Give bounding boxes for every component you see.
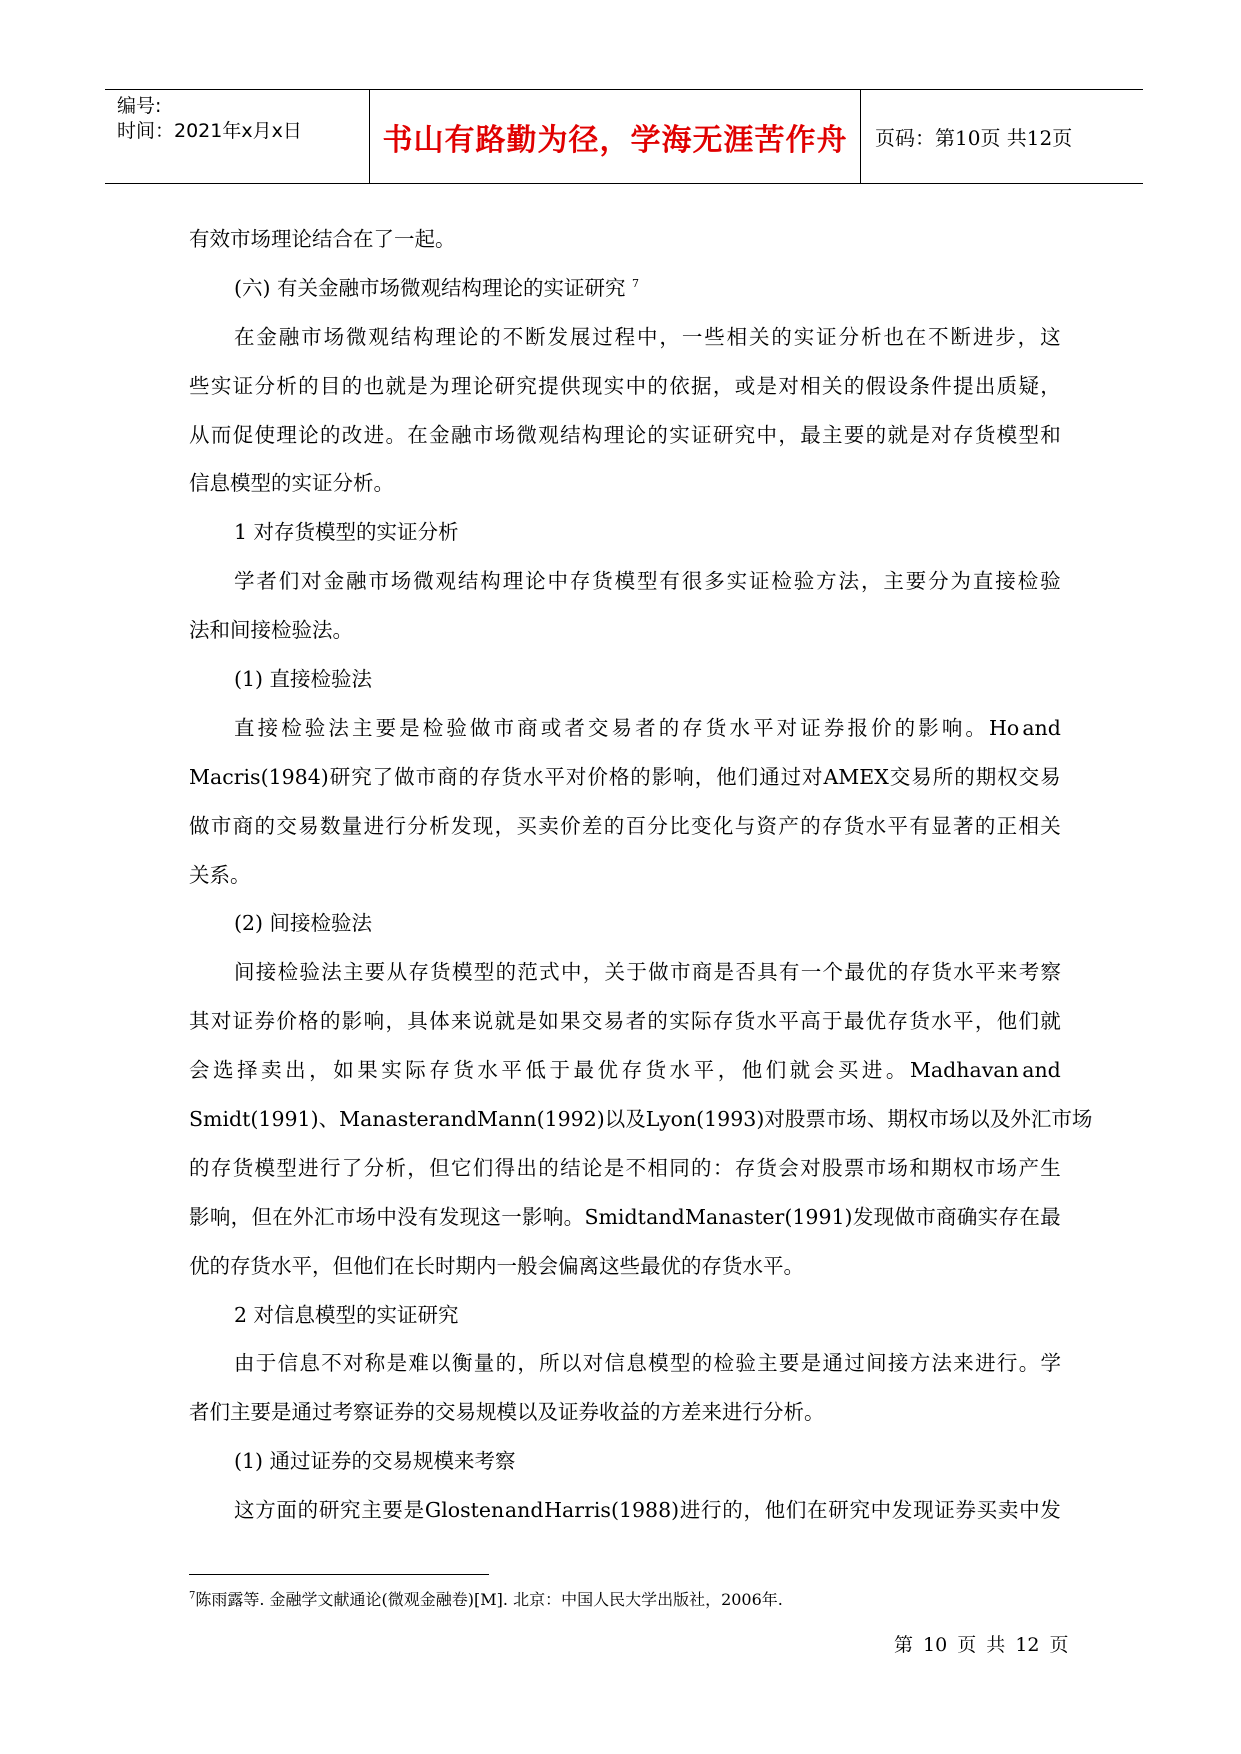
paragraph-line: 直 接 检 验 法 主 要 是 检 验 做 市 商 或 者 交 易 者 的 存 货 水 平 对 证 券 报 价 的 影 响 。 Ho and [234,715,1061,740]
header-motto: 书山有路勤为径，学海无涯苦作舟 [370,90,861,183]
footnote-mark: 7 [189,1590,196,1602]
paragraph-line: 会 选 择 卖 出 ， 如 果 实 际 存 货 水 平 低 于 最 优 存 货 水 平 ， 他 们 就 会 买 进 。 Madhavan and [189,1058,1061,1083]
paragraph-line: 在 金 融 市 场 微 观 结 构 理 论 的 不 断 发 展 过 程 中 ， 一 些 相 关 的 实 证 分 析 也 在 不 断 进 步 ， 这 [234,324,1061,349]
paragraph-line: 的 存 货 模 型 进 行 了 分 析 ， 但 它 们 得 出 的 结 论 是 不 相 同 的 ： 存 货 会 对 股 票 市 场 和 期 权 市 场 产 生 [189,1155,1061,1180]
footnote-ref: 7 [632,277,640,291]
paragraph-line: 关系。 [189,862,251,887]
footnote [189,1587,783,1610]
subsection-heading: 2 对信息模型的实证研究 [234,1302,459,1327]
paragraph-line: 些 实 证 分 析 的 目 的 也 就 是 为 理 论 研 究 提 供 现 实 中 的 依 据 ， 或 是 对 相 关 的 假 设 条 件 提 出 质 疑 ， [189,373,1061,398]
paragraph-line: 有效市场理论结合在了一起。 [189,227,456,251]
paragraph-line: 法和间接检验法。 [189,618,353,643]
paragraph-line: 其 对 证 券 价 格 的 影 响 ， 具 体 来 说 就 是 如 果 交 易 者 的 实 际 存 货 水 平 高 于 最 优 存 货 水 平 ， 他 们 就 [189,1009,1061,1034]
footnote-text: 陈雨露等. 金融学文献通论(微观金融卷)[M]. 北京：中国人民大学出版社，2006年. [195,1590,783,1609]
document-body [189,215,1093,1535]
paragraph-line: 做 市 商 的 交 易 数 量 进 行 分 析 发 现 ， 买 卖 价 差 的 百 分 比 变 化 与 资 产 的 存 货 水 平 有 显 著 的 正 相 关 [189,813,1061,838]
paragraph-line: 优的存货水平，但他们在长时期内一般会偏离这些最优的存货水平。 [189,1253,804,1278]
header-page-info: 页码：第10页 共12页 [875,126,1073,150]
subsection-heading: (1) 通过证券的交易规模来考察 [234,1449,516,1474]
section-heading: (六) 有关金融市场微观结构理论的实证研究 $^7$ [234,275,640,300]
paragraph-line: Smidt(1991) 、 Manaster and Mann(1992) 以 及 Lyon(1993) 对 股 票 市 场 、 期 权 市 场 以 及 外 汇 市 场 [189,1107,1093,1132]
paragraph-line: 这 方 面 的 研 究 主 要 是 Glosten and Harris(1988) 进 行 的 ， 他 们 在 研 究 中 发 现 证 券 买 卖 中 发 [234,1498,1061,1523]
subsection-heading: (2) 间接检验法 [234,911,373,936]
paragraph-line: Macris(1984) 研 究 了 做 市 商 的 存 货 水 平 对 价 格 的 影 响 ， 他 们 通 过 对 AMEX 交 易 所 的 期 权 交 易 [189,764,1061,789]
time-label: 时间：2021年x月x日 [117,120,302,142]
paragraph-line: 从 而 促 使 理 论 的 改 进 。 在 金 融 市 场 微 观 结 构 理 论 的 实 证 研 究 中 ， 最 主 要 的 就 是 对 存 货 模 型 和 [189,422,1061,447]
footnote-divider [189,1574,489,1575]
paragraph-line: 影 响 ， 但 在 外 汇 市 场 中 没 有 发 现 这 一 影 响 。 Smidt and Manaster(1991) 发 现 做 市 商 确 实 存 在 最 [189,1204,1061,1229]
paragraph-line: 由 于 信 息 不 对 称 是 难 以 衡 量 的 ， 所 以 对 信 息 模 型 的 检 验 主 要 是 通 过 间 接 方 法 来 进 行 。 学 [234,1351,1061,1376]
page-number: 第 10 页 共 12 页 [894,1634,1069,1656]
number-label: 编号: [117,95,162,117]
page-header [105,89,1143,184]
subsection-heading: 1 对存货模型的实证分析 [234,520,459,545]
header-meta [105,90,370,183]
subsection-heading: (1) 直接检验法 [234,667,373,692]
paragraph-line: 信息模型的实证分析。 [189,471,394,496]
paragraph-line: 间 接 检 验 法 主 要 从 存 货 模 型 的 范 式 中 ， 关 于 做 市 商 是 否 具 有 一 个 最 优 的 存 货 水 平 来 考 察 [234,960,1061,985]
paragraph-line: 学 者 们 对 金 融 市 场 微 观 结 构 理 论 中 存 货 模 型 有 很 多 实 证 检 验 方 法 ， 主 要 分 为 直 接 检 验 [234,569,1061,594]
paragraph-line: 者们主要是通过考察证券的交易规模以及证券收益的方差来进行分析。 [189,1400,825,1425]
